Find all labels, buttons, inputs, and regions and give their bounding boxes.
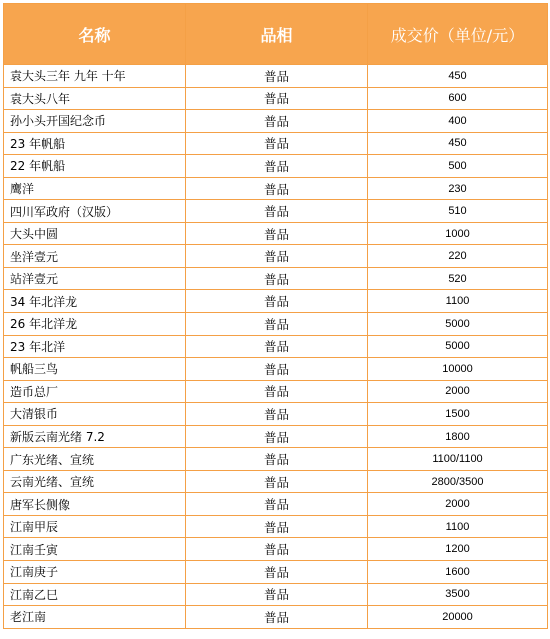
cell-name: 江南甲辰 (4, 515, 186, 538)
cell-name: 江南庚子 (4, 561, 186, 584)
cell-grade: 普品 (186, 177, 368, 200)
table-row (4, 583, 548, 606)
cell-price: 450 (368, 65, 548, 88)
table-row (4, 200, 548, 223)
cell-name: 云南光绪、宣统 (4, 470, 186, 493)
cell-name: 新版云南光绪 7.2 (4, 425, 186, 448)
table-row (4, 132, 548, 155)
cell-grade: 普品 (186, 335, 368, 358)
table-row (4, 425, 548, 448)
header-row (4, 4, 548, 65)
table-row (4, 65, 548, 88)
table-row (4, 538, 548, 561)
cell-grade: 普品 (186, 290, 368, 313)
cell-grade: 普品 (186, 313, 368, 336)
cell-price: 500 (368, 155, 548, 178)
cell-name: 孙小头开国纪念币 (4, 110, 186, 133)
cell-price: 600 (368, 87, 548, 110)
cell-grade: 普品 (186, 87, 368, 110)
cell-price: 1000 (368, 222, 548, 245)
cell-price: 450 (368, 132, 548, 155)
table-row (4, 155, 548, 178)
table-row (4, 515, 548, 538)
cell-name: 鹰洋 (4, 177, 186, 200)
table-row (4, 177, 548, 200)
cell-price: 3500 (368, 583, 548, 606)
table-row (4, 335, 548, 358)
table-row (4, 493, 548, 516)
cell-price: 1100 (368, 290, 548, 313)
header-price: 成交价（单位/元） (368, 4, 548, 65)
cell-grade: 普品 (186, 358, 368, 381)
cell-name: 22 年帆船 (4, 155, 186, 178)
cell-grade: 普品 (186, 132, 368, 155)
cell-price: 20000 (368, 606, 548, 629)
cell-grade: 普品 (186, 493, 368, 516)
cell-name: 四川军政府（汉版） (4, 200, 186, 223)
cell-name: 23 年北洋 (4, 335, 186, 358)
cell-grade: 普品 (186, 425, 368, 448)
cell-name: 造币总厂 (4, 380, 186, 403)
cell-grade: 普品 (186, 200, 368, 223)
cell-grade: 普品 (186, 155, 368, 178)
cell-grade: 普品 (186, 110, 368, 133)
cell-name: 江南壬寅 (4, 538, 186, 561)
cell-grade: 普品 (186, 561, 368, 584)
cell-price: 5000 (368, 335, 548, 358)
cell-grade: 普品 (186, 448, 368, 471)
cell-name: 老江南 (4, 606, 186, 629)
cell-price: 1100/1100 (368, 448, 548, 471)
cell-grade: 普品 (186, 470, 368, 493)
table-row (4, 358, 548, 381)
table-row (4, 313, 548, 336)
cell-grade: 普品 (186, 515, 368, 538)
cell-name: 江南乙巳 (4, 583, 186, 606)
cell-name: 大清银币 (4, 403, 186, 426)
cell-name: 唐军长侧像 (4, 493, 186, 516)
cell-price: 1100 (368, 515, 548, 538)
cell-price: 510 (368, 200, 548, 223)
coin-price-table (3, 3, 548, 629)
table-row (4, 110, 548, 133)
cell-price: 1200 (368, 538, 548, 561)
table-row (4, 290, 548, 313)
table-row (4, 245, 548, 268)
cell-price: 520 (368, 267, 548, 290)
cell-name: 袁大头三年 九年 十年 (4, 65, 186, 88)
cell-grade: 普品 (186, 538, 368, 561)
cell-name: 34 年北洋龙 (4, 290, 186, 313)
cell-name: 大头中圆 (4, 222, 186, 245)
table-header (4, 4, 548, 65)
cell-name: 26 年北洋龙 (4, 313, 186, 336)
table-row (4, 380, 548, 403)
cell-price: 2800/3500 (368, 470, 548, 493)
table-row (4, 606, 548, 629)
cell-name: 广东光绪、宣统 (4, 448, 186, 471)
cell-name: 站洋壹元 (4, 267, 186, 290)
header-grade: 品相 (186, 4, 368, 65)
cell-price: 400 (368, 110, 548, 133)
table-row (4, 267, 548, 290)
table-row (4, 561, 548, 584)
table-row (4, 470, 548, 493)
cell-price: 1600 (368, 561, 548, 584)
cell-grade: 普品 (186, 583, 368, 606)
cell-grade: 普品 (186, 267, 368, 290)
table-row (4, 87, 548, 110)
cell-price: 1800 (368, 425, 548, 448)
table-row (4, 448, 548, 471)
cell-grade: 普品 (186, 606, 368, 629)
cell-grade: 普品 (186, 65, 368, 88)
cell-price: 1500 (368, 403, 548, 426)
cell-grade: 普品 (186, 403, 368, 426)
table-body (4, 65, 548, 629)
cell-name: 袁大头八年 (4, 87, 186, 110)
cell-name: 坐洋壹元 (4, 245, 186, 268)
cell-price: 230 (368, 177, 548, 200)
cell-price: 220 (368, 245, 548, 268)
cell-name: 帆船三鸟 (4, 358, 186, 381)
cell-grade: 普品 (186, 222, 368, 245)
cell-price: 5000 (368, 313, 548, 336)
cell-grade: 普品 (186, 380, 368, 403)
cell-price: 2000 (368, 493, 548, 516)
cell-price: 10000 (368, 358, 548, 381)
cell-name: 23 年帆船 (4, 132, 186, 155)
cell-grade: 普品 (186, 245, 368, 268)
table-row (4, 222, 548, 245)
cell-price: 2000 (368, 380, 548, 403)
table-row (4, 403, 548, 426)
header-name: 名称 (4, 4, 186, 65)
